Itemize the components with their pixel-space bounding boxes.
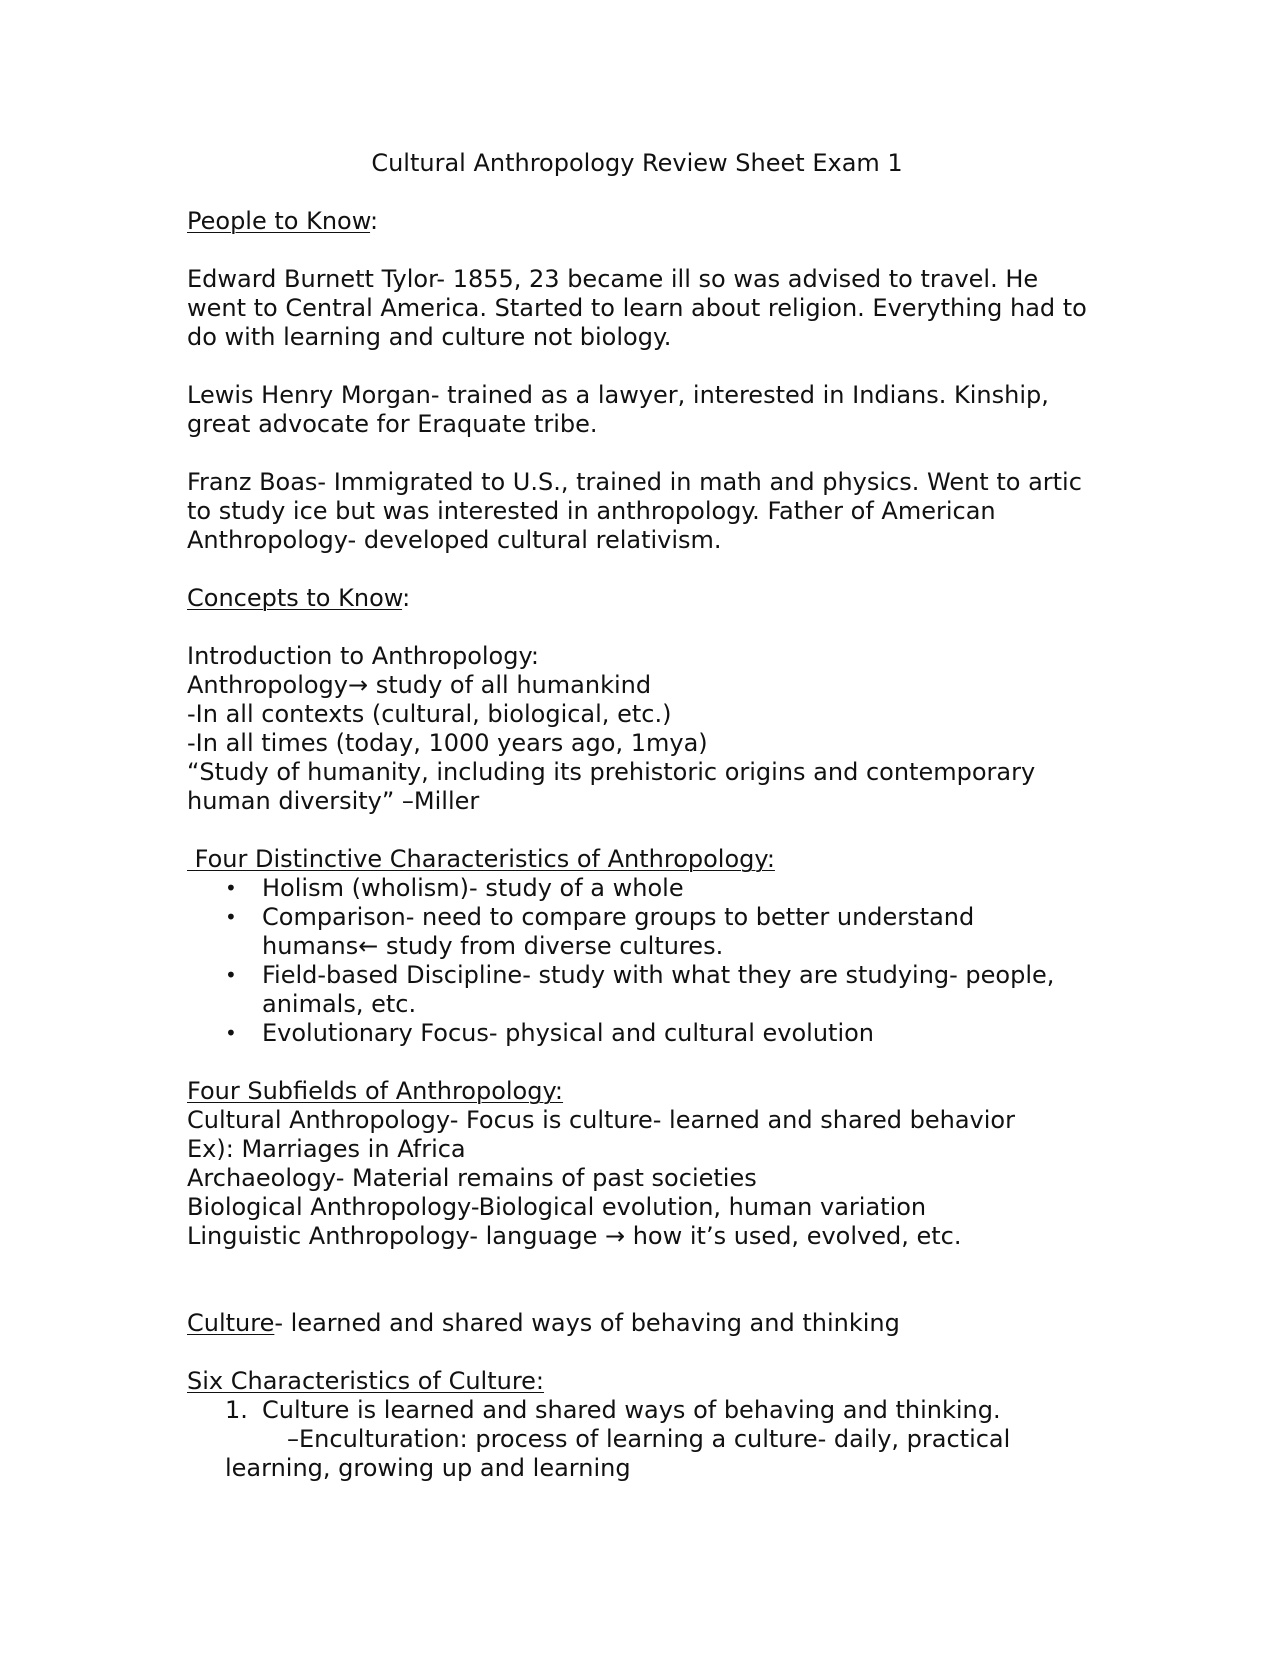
subfields-heading (187, 1077, 1087, 1106)
spacer (187, 816, 1087, 845)
culture-definition (187, 1309, 1087, 1338)
bullet-icon: • (225, 905, 237, 929)
list-item (187, 961, 1087, 1019)
subfields-heading-text: Four Subfields of Anthropology: (187, 1077, 564, 1105)
people-heading (187, 207, 1087, 236)
document-content (187, 149, 1095, 1483)
list-item-text: Field-based Discipline- study with what they are studying- people, animals, etc. (262, 961, 1055, 1018)
list-item (187, 1396, 1087, 1483)
intro-line: Introduction to Anthropology: (187, 642, 540, 670)
subfield-line: Archaeology- Material remains of past societies (187, 1164, 757, 1192)
spacer (187, 555, 1087, 584)
intro-quote: “Study of humanity, including its prehistoric origins and contemporary human diversity” –Miller (187, 758, 1043, 815)
bullet-icon: • (225, 963, 237, 987)
characteristics-heading-text: Four Distinctive Characteristics of Anthropology: (187, 845, 775, 873)
people-heading-colon: : (370, 207, 379, 235)
numbered-line (187, 1396, 1087, 1425)
spacer (187, 1251, 1087, 1309)
six-heading-text: Six Characteristics of Culture: (187, 1367, 545, 1395)
item-text: Culture is learned and shared ways of behaving and thinking. (262, 1396, 1001, 1424)
list-item-text: Holism (wholism)- study of a whole (262, 874, 684, 902)
culture-definition-text: - learned and shared ways of behaving and thinking (274, 1309, 900, 1337)
bullet-icon: • (225, 1021, 237, 1045)
six-characteristics-list (187, 1396, 1087, 1483)
subfield-line: Cultural Anthropology- Focus is culture- learned and shared behavior (187, 1106, 1015, 1134)
concepts-heading-colon: : (402, 584, 411, 612)
six-heading (187, 1367, 1087, 1396)
person-morgan: Lewis Henry Morgan- trained as a lawyer, interested in Indians. Kinship, great advocate for Eraquate tribe. (187, 381, 1057, 438)
list-item (187, 1019, 1087, 1048)
spacer (187, 439, 1087, 468)
list-item (187, 874, 1087, 903)
spacer (187, 1338, 1087, 1367)
list-item (187, 903, 1087, 961)
characteristics-heading (187, 845, 1087, 874)
characteristics-list (187, 874, 1087, 1048)
subfield-line: Biological Anthropology-Biological evolution, human variation (187, 1193, 927, 1221)
person-boas: Franz Boas- Immigrated to U.S., trained in math and physics. Went to artic to study ice but was interested in anthropology. Father of American Anthropology- developed cultural relativism. (187, 468, 1090, 554)
subfield-line: Linguistic Anthropology- language → how it’s used, evolved, etc. (187, 1222, 962, 1250)
intro-line: Anthropology→ study of all humankind (187, 671, 652, 699)
spacer (187, 352, 1087, 381)
bullet-icon: • (225, 876, 237, 900)
intro-line: -In all times (today, 1000 years ago, 1mya) (187, 729, 708, 757)
intro-line: -In all contexts (cultural, biological, etc.) (187, 700, 672, 728)
spacer (187, 613, 1087, 642)
document-title: Cultural Anthropology Review Sheet Exam 1 (371, 149, 903, 177)
spacer (187, 236, 1087, 265)
spacer (187, 1048, 1087, 1077)
person-tylor: Edward Burnett Tylor- 1855, 23 became ill so was advised to travel. He went to Central America. Started to learn about religion. Everything had to do with learning and culture not biology. (187, 265, 1095, 351)
list-item-text: Evolutionary Focus- physical and cultural evolution (262, 1019, 875, 1047)
list-item-text: Comparison- need to compare groups to better understand humans← study from diverse cultures. (262, 903, 975, 960)
item-subline: learning, growing up and learning (225, 1454, 631, 1482)
item-number: 1. (225, 1396, 248, 1424)
subfield-line: Ex): Marriages in Africa (187, 1135, 466, 1163)
item-subline: –Enculturation: process of learning a culture- daily, practical (287, 1425, 1011, 1453)
concepts-heading (187, 584, 1087, 613)
people-heading-text: People to Know (187, 207, 371, 235)
culture-term: Culture (187, 1309, 275, 1337)
concepts-heading-text: Concepts to Know (187, 584, 403, 612)
